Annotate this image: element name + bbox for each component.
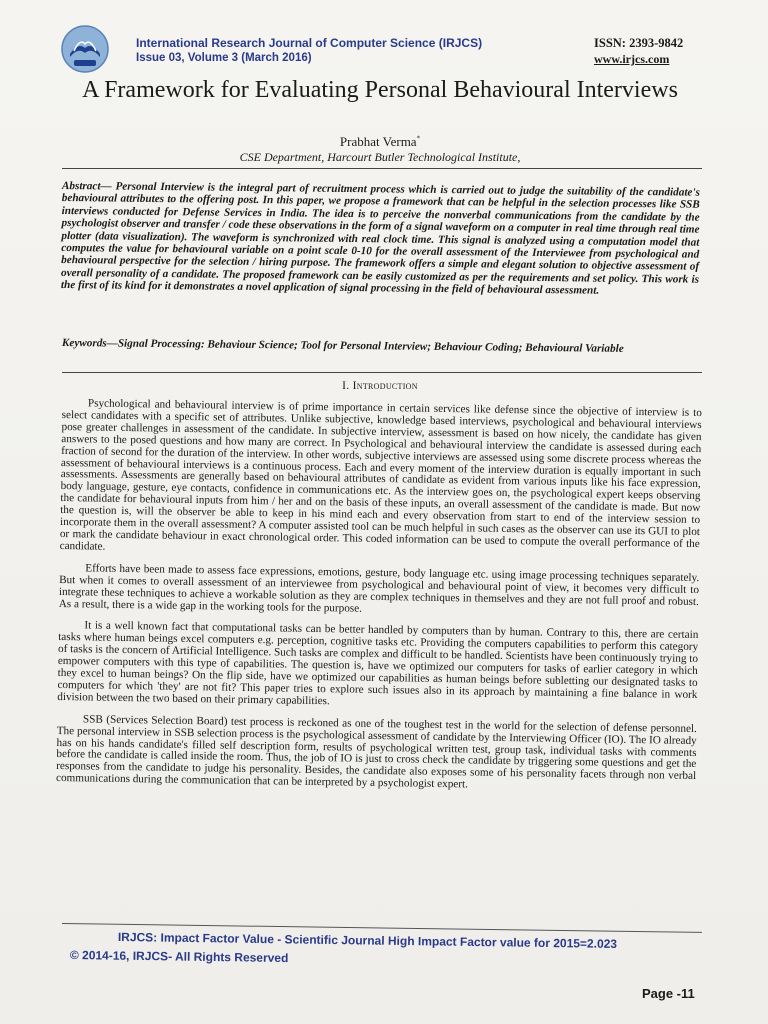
- journal-name: International Research Journal of Computer Science (IRJCS): [136, 36, 483, 50]
- journal-website-link[interactable]: www.irjcs.com: [594, 52, 670, 66]
- paragraph: Psychological and behavioural interview is of prime importance in certain services like defense since the objective of interview is to select candidates with a specific set of attributes. Unlike subjective, knowledge based interviews, psychological and behavioural interviews pose greater challenges in assessment of the candidate. In subjective interview, assessment is based on how nicely, the candidate has given answers to the posed questions and how many are correct. In Psychological and behavioural interview the candidate is assessed during each fraction of second for the duration of the interview. In other words, subjective interviews are assessed using some discrete process whereas the assessment of behavioural interviews is a continuous process. Each and every moment of the interview duration is equally important in such assessments. Assessments are generally based on behavioural attributes of candidate as evident from various inputs like his face expression, body language, gesture, eye contacts, confidence in communications etc. As the interview goes on, the psychological expert keeps observing the candidate for behavioural inputs from him / her and on the basis of these inputs, an overall assessment of the candidate is made. But now the question is, will the observer be able to keep in his mind each and every observation from start to end of the interview session to incorporate them in the overall assessment? A computer assisted tool can be much helpful in such cases as the observer can use its GUI to plot or mark the candidate behaviour in exact chronological order. This coded information can be used to compute the overall performance of the candidate.: [59, 397, 702, 553]
- section-heading: I. Introduction: [342, 380, 418, 392]
- abstract: Abstract— Personal Interview is the integral part of recruitment process which is carried out to judge the suitability of the candidate's behavioural attributes to the offering post. In this paper, we propose a framework that can be helpful in the selection processes like SSB interviews conducted for Defense Services in India. The idea is to perceive the nonverbal communications from the candidate by the psychologist observer and transfer / code these observations in the form of a signal waveform on a computer in real time through real time plotter (data visualization). The waveform is synchronized with real clock time. This signal is analyzed using a computation model that computes the value for behavioural variable on a point scale 0-10 for the overall assessment of the Interviewee from psychological and behavioural perspective for the selection / hiring purpose. The framework offers a simple and elegant solution to objective assessment of overall personality of a candidate. The proposed framework can be easily customized as per the requirements and set policy. This work is the first of its kind for it demonstrates a novel application of signal processing in the field of behavioural assessment.: [60, 180, 700, 297]
- paragraph: SSB (Services Selection Board) test process is reckoned as one of the toughest test in the world for the selection of defense personnel. The personal interview in SSB selection process is the psychological assessment of candidate by the Interviewing Officer (IO). The IO already has on his hands candidate's filled self description form, results of psychological written test, group task, individual tasks with comments before the candidate is called inside the room. Thus, the job of IO is just to cross check the candidate by triggering some questions and get the responses from the candidate to judge his personality. Besides, the candidate also exposes some of his personality facets through non verbal communications during the communication that can be interpreted by a psychologist expert.: [55, 713, 697, 791]
- paper-author: [60, 134, 700, 150]
- body-text: [56, 398, 702, 805]
- paper-title: A Framework for Evaluating Personal Behavioural Interviews: [82, 77, 678, 103]
- author-mark: *: [416, 134, 421, 143]
- journal-issue: Issue 03, Volume 3 (March 2016): [136, 52, 312, 64]
- divider-top: [62, 168, 702, 169]
- paragraph: Efforts have been made to assess face expressions, emotions, gesture, body language etc. using image processing techniques separately. But when it comes to overall assessment of an interviewee from psychological and behavioural point of view, it becomes very difficult to integrate these techniques to achieve a workable solution as they are complex techniques in themselves and they are not full proof and robust. As a result, there is a wide gap in the working tools for the purpose.: [58, 562, 700, 615]
- keywords: Keywords—Signal Processing: Behaviour Science; Tool for Personal Interview; Behaviour Coding; Behavioural Variable: [61, 337, 624, 355]
- journal-logo-icon: [60, 24, 110, 74]
- divider-keywords: [62, 372, 702, 373]
- journal-issn: ISSN: 2393-9842: [594, 36, 684, 50]
- paragraph: It is a well known fact that computational tasks can be better handled by computers than by human. Contrary to this, there are certain tasks where human beings excel computers e.g. perception, cognitive tasks etc. Providing the computers capabilities to perform this category of tasks is the concern of Artificial Intelligence. Such tasks are complex and difficult to be handled. Scientists have been continuously trying to empower computers with this type of capabilities. The question is, have we optimized our computers for tasks of earlier category in which they excel to human beings? On the flip side, have we optimized our capabilities as human beings before subletting our designated tasks to computers for which 'they' are not fit? This paper tries to explore such issues also in its approach by maintaining a fine balance in work division between the two based on their primary capabilities.: [57, 619, 699, 708]
- copyright-text: © 2014-16, IRJCS- All Rights Reserved: [69, 948, 289, 966]
- author-name: Prabhat Verma: [339, 134, 417, 149]
- author-affiliation: CSE Department, Harcourt Butler Technological Institute,: [239, 150, 521, 164]
- page-number: Page -11: [642, 986, 695, 1001]
- impact-factor-text: IRJCS: Impact Factor Value - Scientific Journal High Impact Factor value for 2015=2.023: [117, 930, 618, 951]
